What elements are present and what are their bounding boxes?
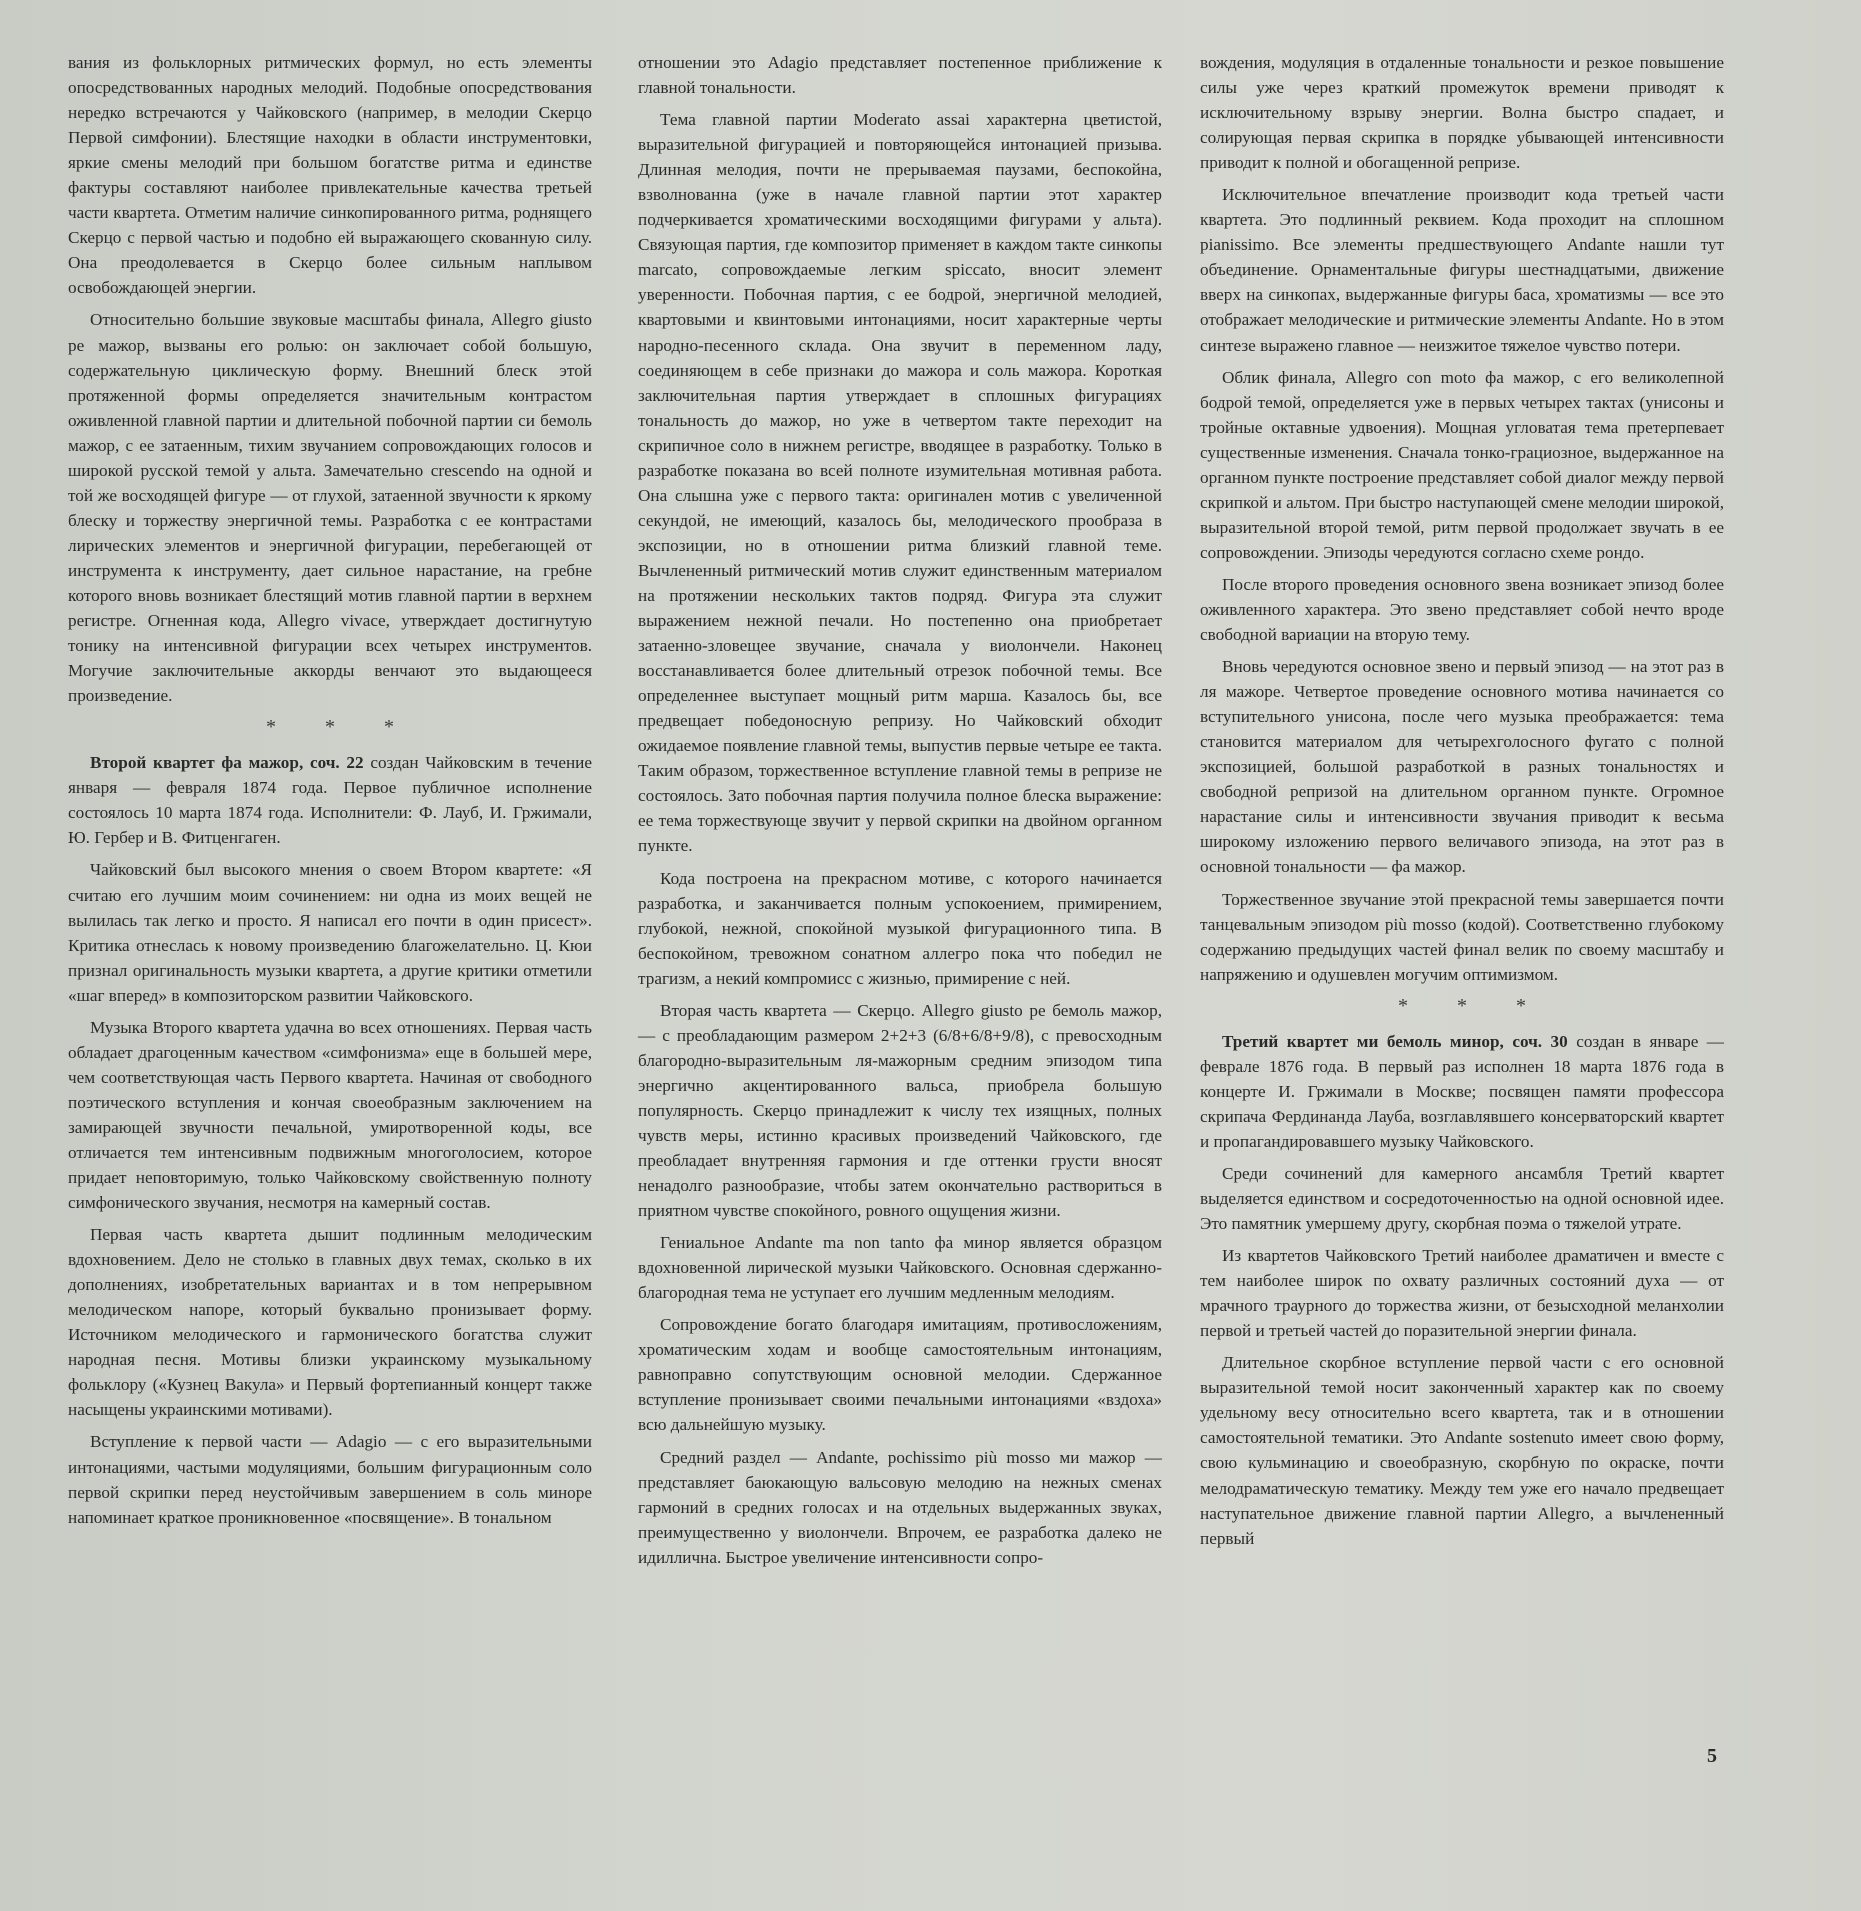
paragraph: Облик финала, Allegro con moto фа мажор, с его великолепной бодрой темой, определяется уже в первых четырех тактах (унисоны и тройные октавные удвоения). Мощная угловатая тема претерпевает существенные изменения. Сначала тонко-грациозное, выдержанное на органном пункте построение представляет собой диалог между первой скрипкой и альтом. При быстро наступающей смене мелодии широкой, выразительной второй темой, ритм первой продолжает звучать в ее сопровождении. Эпизоды чередуются согласно схеме рондо.: [1200, 367, 1724, 562]
paragraph: Кода построена на прекрасном мотиве, с которого начинается разработка, и заканчивается полным успокоением, примирением, глубокой, нежной, спокойной музыкой фигурационного типа. В беспокойном, тревожном сонатном аллегро пока что победил не трагизм, а некий компромисс с жизнью, примирение с ней.: [638, 868, 1162, 988]
paragraph: Длительное скорбное вступление первой части с его основной выразительной темой носит законченный характер как по своему удельному весу относительно всего квартета, так и в отношении самостоятельной тематики. Это Andante sostenuto имеет свою форму, свою кульминацию и своеобразную, скорбную по окраске, почти мелодраматическую тематику. Между тем уже его начало предвещает наступательное движение главной партии Allegro, а вычлененный первый: [1200, 1353, 1724, 1548]
paragraph: После второго проведения основного звена возникает эпизод более оживленного характера. Это звено представляет собой нечто вроде свободной вариации на вторую тему.: [1200, 574, 1724, 645]
paragraph-heading: Второй квартет фа мажор, соч. 22: [90, 753, 364, 773]
paragraph: Вступление к первой части — Adagio — с его выразительными интонациями, частыми модуляциями, большим фигурационным соло первой скрипки перед неустойчивым завершением в соль миноре напоминает краткое проникновенное «посвящение». В тональном: [68, 1432, 592, 1527]
paragraph: Чайковский был высокого мнения о своем Втором квартете: «Я считаю его лучшим моим сочинением: ни одна из моих вещей не вылилась так легко и просто. Я написал его почти в один присест». Критика отнеслась к новому произведению благожелательно. Ц. Кюи признал оригинальность музыки квартета, а другие критики отметили «шаг вперед» в композиторском развитии Чайковского.: [68, 860, 592, 1005]
paragraph: [68, 750, 592, 850]
paragraph: отношении это Adagio представляет постепенное приближение к главной тональности.: [638, 53, 1162, 98]
paragraph-text: создан в январе — феврале 1876 года. В первый раз исполнен 18 марта 1876 года в концерте И. Гржимали в Москве; посвящен памяти профессора скрипача Фердинанда Лауба, возглавлявшего консерваторский квартет и пропагандировавшего музыку Чайковского.: [1200, 1031, 1724, 1151]
text-column-3: [1200, 50, 1724, 1558]
section-separator: * * *: [266, 716, 416, 739]
paragraph: Вновь чередуются основное звено и первый эпизод — на этот раз в ля мажоре. Четвертое проведение основного мотива начинается со вступительного унисона, после чего музыка преображается: тема становится материалом для четырехголосного фугато с полной экспозицией, большой разработкой в разных тональностях и свободной репризой на длительном органном пункте. Огромное нарастание силы и интенсивности звучания приводит к весьма широкому изложению первого величавого эпизода, на этот раз в основной тональности — фа мажор.: [1200, 657, 1724, 877]
text-column-2: [638, 50, 1162, 1577]
paragraph: Торжественное звучание этой прекрасной темы завершается почти танцевальным эпизодом più mosso (кодой). Соответственно глубокому содержанию предыдущих частей финал велик по своему масштабу и напряжению и одушевлен могучим оптимизмом.: [1200, 889, 1724, 984]
paragraph: Относительно большие звуковые масштабы финала, Allegro giusto ре мажор, вызваны его ролью: он заключает собой большую, содержательную циклическую форму. Внешний блеск этой протяженной формы определяется значительным контрастом оживленной главной партии и длительной побочной партии си бемоль мажор, с ее затаенным, тихим звучанием сопровождающих голосов и широкой русской темой у альта. Замечательно crescendo на одной и той же восходящей фигуре — от глухой, затаенной звучности к яркому блеску и торжеству энергичной темы. Разработка с ее контрастами лирических элементов и энергичной фигурации, перебегающей от инструмента к инструменту, дает сильное нарастание, на гребне которого вновь возникает блестящий мотив главной партии в верхнем регистре. Огненная кода, Allegro vivace, утверждает достигнутую тонику на интенсивной фигурации всех четырех инструментов. Могучие заключительные аккорды венчают это выдающееся произведение.: [68, 310, 592, 706]
paragraph: вождения, модуляция в отдаленные тональности и резкое повышение силы уже через краткий промежуток времени приводят к исключительному взрыву энергии. Волна быстро спадает, и солирующая первая скрипка в порядке убывающей интенсивности приводит к полной и обогащенной репризе.: [1200, 53, 1724, 173]
paragraph-heading: Третий квартет ми бемоль минор, соч. 30: [1222, 1031, 1568, 1051]
paragraph: вания из фольклорных ритмических формул, но есть элементы опосредствованных народных мелодий. Подобные опосредствования нередко встречаются у Чайковского (например, в мелодии Скерцо Первой симфонии). Блестящие находки в области инструментовки, яркие смены мелодий при большом богатстве ритма и единстве фактуры составляют наиболее привлекательные качества третьей части квартета. Отметим наличие синкопированного ритма, роднящего Скерцо с первой частью и подобно ей выражающего скованную силу. Она преодолевается в Скерцо более сильным наплывом освобождающей энергии.: [68, 53, 592, 298]
paragraph: Вторая часть квартета — Скерцо. Allegro giusto ре бемоль мажор, — с преобладающим размером 2+2+3 (6/8+6/8+9/8), с превосходным благородно-выразительным ля-мажорным средним эпизодом типа энергично акцентированного вальса, приобрела большую популярность. Скерцо принадлежит к числу тех изящных, полных чувств меры, истинно красивых произведений Чайковского, где преобладает внутренняя гармония и где оттенки грусти вносят ненадолго разнообразие, чтобы затем окончательно раствориться в приятном чувстве спокойного, ровного ощущения жизни.: [638, 1000, 1162, 1221]
text-column-1: [68, 50, 592, 1537]
paragraph: Гениальное Andante ma non tanto фа минор является образцом вдохновенной лирической музыки Чайковского. Основная сдержанно-благородная тема не уступает его лучшим медленным мелодиям.: [638, 1233, 1162, 1303]
page-number: 5: [1707, 1745, 1717, 1767]
paragraph: Среди сочинений для камерного ансамбля Третий квартет выделяется единством и сосредоточенностью на одной основной идее. Это памятник умершему другу, скорбная поэма о тяжелой утрате.: [1200, 1163, 1724, 1234]
paragraph: Первая часть квартета дышит подлинным мелодическим вдохновением. Дело не столько в главных двух темах, сколько в их дополнениях, изобретательных вариантах и в том непрерывном мелодическом напоре, который буквально пронизывает форму. Источником мелодического и гармонического богатства служит народная песня. Мотивы близки украинскому музыкальному фольклору («Кузнец Вакула» и Первый фортепианный концерт также насыщены украинскими мотивами).: [68, 1225, 592, 1420]
paragraph: Сопровождение богато благодаря имитациям, противосложениям, хроматическим ходам и вообще самостоятельным интонациям, равноправно сопутствующим основной мелодии. Сдержанное вступление пронизывает своими печальными интонациями «вздоха» всю дальнейшую музыку.: [638, 1315, 1162, 1435]
paragraph: Исключительное впечатление производит кода третьей части квартета. Это подлинный реквием. Кода проходит на сплошном pianissimo. Все элементы предшествующего Andante нашли тут объединение. Орнаментальные фигуры шестнадцатыми, движение вверх на синкопах, выдержанные фигуры баса, хроматизмы — все это отображает мелодические и ритмические элементы Andante. Но в этом синтезе выражено главное — неизжитое тяжелое чувство потери.: [1200, 185, 1724, 355]
paragraph: [1200, 1029, 1724, 1154]
paragraph: Средний раздел — Andante, pochissimo più mosso ми мажор — представляет баюкающую вальсовую мелодию на нежных сменах гармоний в средних голосах и на отдельных выдержанных звуках, преимущественно у виолончели. Впрочем, ее разработка далеко не идиллична. Быстрое увеличение интенсивности сопро-: [638, 1447, 1162, 1567]
section-separator: * * *: [1398, 994, 1548, 1017]
paragraph: Из квартетов Чайковского Третий наиболее драматичен и вместе с тем наиболее широк по охвату различных состояний духа — от мрачного траурного до торжества жизни, от безысходной меланхолии первой и третьей частей до поразительной энергии финала.: [1200, 1246, 1724, 1341]
paragraph-text: создан Чайковским в течение января — февраля 1874 года. Первое публичное исполнение состоялось 10 марта 1874 года. Исполнители: Ф. Лауб, И. Гржимали, Ю. Гербер и В. Фитценгаген.: [68, 753, 592, 848]
paragraph: Тема главной партии Moderato assai характерна цветистой, выразительной фигурацией и повторяющейся интонацией призыва. Длинная мелодия, почти не прерываемая паузами, беспокойна, взволнованна (уже в начале главной партии этот характер подчеркивается хроматическими восходящими фигурами у альта). Связующая партия, где композитор применяет в каждом такте синкопы marcato, сопровождаемые легким spiccato, вносит элемент уверенности. Побочная партия, с ее бодрой, энергичной мелодией, квартовыми и квинтовыми интонациями, носит характерные черты народно-песенного склада. Она звучит в переменном ладу, соединяющем в себе признаки до мажора и соль мажора. Короткая заключительная партия утверждает в сплошных фигурациях тональность до мажор, но уже в четвертом такте переходит на скрипичное соло в нижнем регистре, вводящее в разработку. Только в разработке показана во всей полноте изумительная мотивная работа. Она слышна уже с первого такта: оригинален мотив с увеличенной секундой, не имеющий, казалось бы, мелодического прообраза в экспозиции, но в отношении ритма близкий главной теме. Вычлененный ритмический мотив служит единственным материалом на протяжении нескольких тактов подряд. Фигура эта служит выражением нежной печали. Но постепенно она приобретает затаенно-зловещее звучание, сначала у виолончели. Наконец восстанавливается более длительный отрезок побочной темы. Все определеннее выступает мощный ритм марша. Казалось бы, все предвещает победоносную репризу. Но Чайковский обходит ожидаемое появление главной темы, выпустив первые четыре ее такта. Таким образом, торжественное вступление главной темы в репризе не состоялось. Зато побочная партия получила полное блеска выражение: ее тема торжествующе звучит у первой скрипки на двойном органном пункте.: [638, 110, 1162, 856]
paragraph: Музыка Второго квартета удачна во всех отношениях. Первая часть обладает драгоценным качеством «симфонизма» еще в большей мере, чем соответствующая часть Первого квартета. Начиная от свободного поэтического вступления и кончая своеобразным заключением на замирающей звучности печальной, умиротворенной коды, все отличается тем интенсивным подвижным многоголосием, которое придает неповторимую, только Чайковскому свойственную полноту симфонического звучания, несмотря на камерный состав.: [68, 1017, 592, 1213]
